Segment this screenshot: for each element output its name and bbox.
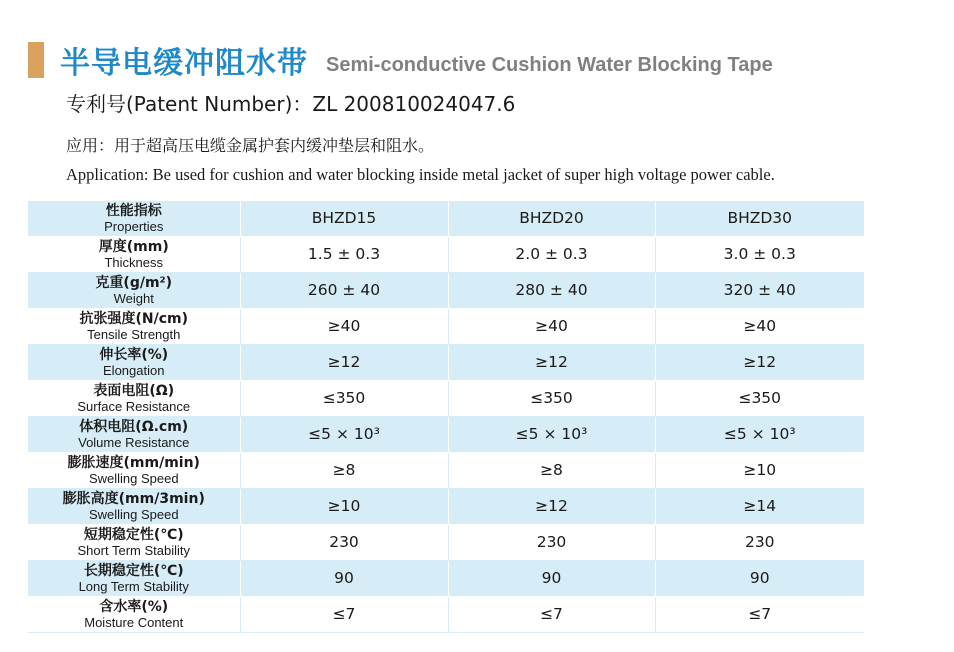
table-row bbox=[28, 525, 864, 561]
value-cell bbox=[448, 237, 655, 273]
value-cell bbox=[655, 525, 864, 561]
property-value: ≥12 bbox=[743, 353, 777, 371]
property-value: ≤350 bbox=[322, 389, 366, 407]
property-name-en: Tensile Strength bbox=[87, 327, 181, 342]
value-cell bbox=[655, 309, 864, 345]
value-cell bbox=[655, 561, 864, 597]
property-name-cn: 抗张强度(N/cm) bbox=[79, 311, 188, 327]
property-value: ≤350 bbox=[530, 389, 573, 407]
property-name-cn: 长期稳定性(℃) bbox=[83, 563, 184, 579]
property-cell bbox=[28, 273, 240, 309]
table-row bbox=[28, 381, 864, 417]
value-cell bbox=[240, 345, 448, 381]
page-title-en: Semi-conductive Cushion Water Blocking Tape bbox=[326, 53, 773, 76]
property-name-cn: 厚度(mm) bbox=[98, 239, 169, 255]
property-cell bbox=[28, 525, 240, 561]
table-row bbox=[28, 237, 864, 273]
property-cell bbox=[28, 597, 240, 633]
property-value: ≤350 bbox=[738, 389, 782, 407]
property-cell bbox=[28, 237, 240, 273]
property-value: ≥12 bbox=[535, 497, 568, 515]
value-cell bbox=[240, 273, 448, 309]
property-value: ≥40 bbox=[535, 317, 568, 335]
property-value: ≥10 bbox=[327, 497, 361, 515]
table-header-row bbox=[28, 201, 864, 237]
value-cell bbox=[240, 453, 448, 489]
property-value: 2.0 ± 0.3 bbox=[515, 245, 588, 263]
value-cell bbox=[448, 597, 655, 633]
property-value: 90 bbox=[334, 569, 354, 587]
property-value: ≥10 bbox=[743, 461, 777, 479]
value-cell bbox=[655, 417, 864, 453]
value-cell bbox=[655, 453, 864, 489]
property-value: ≥40 bbox=[743, 317, 777, 335]
application-cn: 应用：用于超高压电缆金属护套内缓冲垫层和阻水。 bbox=[66, 136, 435, 155]
property-value: ≤7 bbox=[540, 605, 563, 623]
value-cell bbox=[240, 237, 448, 273]
property-cell bbox=[28, 561, 240, 597]
title-accent-bar bbox=[28, 42, 44, 78]
value-cell bbox=[448, 561, 655, 597]
property-name-en: Volume Resistance bbox=[78, 435, 190, 450]
value-cell bbox=[448, 417, 655, 453]
property-cell bbox=[28, 453, 240, 489]
value-cell bbox=[448, 381, 655, 417]
property-value: ≥12 bbox=[535, 353, 568, 371]
header-model-bhzd30: BHZD30 bbox=[727, 209, 793, 227]
header-model-bhzd15: BHZD15 bbox=[311, 209, 377, 227]
property-name-cn: 表面电阻(Ω) bbox=[93, 383, 175, 399]
property-name-cn: 伸长率(%) bbox=[99, 347, 169, 363]
application-en: Application: Be used for cushion and water blocking inside metal jacket of super high voltage power cable. bbox=[66, 165, 775, 184]
value-cell bbox=[655, 345, 864, 381]
property-value: 260 ± 40 bbox=[307, 281, 381, 299]
property-value: 230 bbox=[329, 533, 359, 551]
table-row bbox=[28, 453, 864, 489]
property-name-en: Short Term Stability bbox=[77, 543, 190, 558]
value-cell bbox=[448, 489, 655, 525]
property-value: ≤5 × 10³ bbox=[308, 425, 380, 443]
property-name-cn: 体积电阻(Ω.cm) bbox=[79, 419, 189, 435]
value-cell bbox=[240, 381, 448, 417]
header-properties-cell bbox=[28, 201, 240, 237]
property-value: ≥12 bbox=[327, 353, 361, 371]
value-cell bbox=[240, 309, 448, 345]
table-row bbox=[28, 273, 864, 309]
value-cell bbox=[655, 489, 864, 525]
property-value: 90 bbox=[541, 569, 562, 587]
value-cell bbox=[655, 381, 864, 417]
value-cell bbox=[448, 453, 655, 489]
header-properties-cn: 性能指标 bbox=[105, 203, 162, 219]
property-name-en: Moisture Content bbox=[84, 615, 184, 630]
property-cell bbox=[28, 309, 240, 345]
property-value: ≤7 bbox=[748, 605, 772, 623]
property-value: 3.0 ± 0.3 bbox=[723, 245, 796, 263]
property-value: 320 ± 40 bbox=[723, 281, 796, 299]
property-cell bbox=[28, 381, 240, 417]
property-value: 1.5 ± 0.3 bbox=[307, 245, 381, 263]
header-properties-en: Properties bbox=[104, 219, 164, 234]
property-value: ≥40 bbox=[327, 317, 361, 335]
property-value: 280 ± 40 bbox=[515, 281, 588, 299]
table-row bbox=[28, 345, 864, 381]
property-value: ≥8 bbox=[332, 461, 356, 479]
property-name-cn: 膨胀高度(mm/3min) bbox=[62, 491, 205, 507]
property-value: 230 bbox=[744, 533, 775, 551]
value-cell bbox=[240, 417, 448, 453]
property-name-en: Thickness bbox=[104, 255, 164, 270]
table-row bbox=[28, 561, 864, 597]
property-name-cn: 克重(g/m²) bbox=[95, 275, 173, 291]
property-cell bbox=[28, 417, 240, 453]
property-name-en: Swelling Speed bbox=[88, 507, 179, 522]
value-cell bbox=[655, 273, 864, 309]
value-cell bbox=[448, 273, 655, 309]
value-cell bbox=[448, 525, 655, 561]
value-cell bbox=[655, 597, 864, 633]
value-cell bbox=[655, 237, 864, 273]
property-value: 90 bbox=[749, 569, 770, 587]
table-row bbox=[28, 309, 864, 345]
property-cell bbox=[28, 345, 240, 381]
value-cell bbox=[448, 309, 655, 345]
value-cell bbox=[240, 525, 448, 561]
header-model-cell bbox=[655, 201, 864, 237]
header-model-bhzd20: BHZD20 bbox=[519, 209, 584, 227]
property-value: ≥8 bbox=[540, 461, 563, 479]
header-model-cell bbox=[240, 201, 448, 237]
property-value: 230 bbox=[536, 533, 567, 551]
property-name-en: Surface Resistance bbox=[77, 399, 191, 414]
value-cell bbox=[240, 561, 448, 597]
property-name-cn: 膨胀速度(mm/min) bbox=[67, 455, 200, 471]
property-value: ≤5 × 10³ bbox=[723, 425, 796, 443]
property-value: ≤5 × 10³ bbox=[515, 425, 588, 443]
value-cell bbox=[240, 489, 448, 525]
title-row bbox=[28, 40, 773, 80]
spec-table bbox=[28, 201, 864, 633]
property-cell bbox=[28, 489, 240, 525]
table-row bbox=[28, 489, 864, 525]
table-row bbox=[28, 417, 864, 453]
property-name-cn: 含水率(%) bbox=[99, 599, 169, 615]
property-name-en: Elongation bbox=[103, 363, 165, 378]
property-name-cn: 短期稳定性(℃) bbox=[83, 527, 184, 543]
property-value: ≤7 bbox=[332, 605, 356, 623]
property-name-en: Long Term Stability bbox=[78, 579, 189, 594]
table-row bbox=[28, 597, 864, 633]
value-cell bbox=[448, 345, 655, 381]
spec-table-body bbox=[28, 201, 864, 633]
header-model-cell bbox=[448, 201, 655, 237]
patent-number: 专利号(Patent Number)：ZL 200810024047.6 bbox=[66, 92, 516, 116]
property-name-en: Swelling Speed bbox=[88, 471, 179, 486]
value-cell bbox=[240, 597, 448, 633]
property-value: ≥14 bbox=[743, 497, 777, 515]
page-title-cn: 半导电缓冲阻水带 bbox=[60, 46, 308, 81]
property-name-en: Weight bbox=[113, 291, 154, 306]
